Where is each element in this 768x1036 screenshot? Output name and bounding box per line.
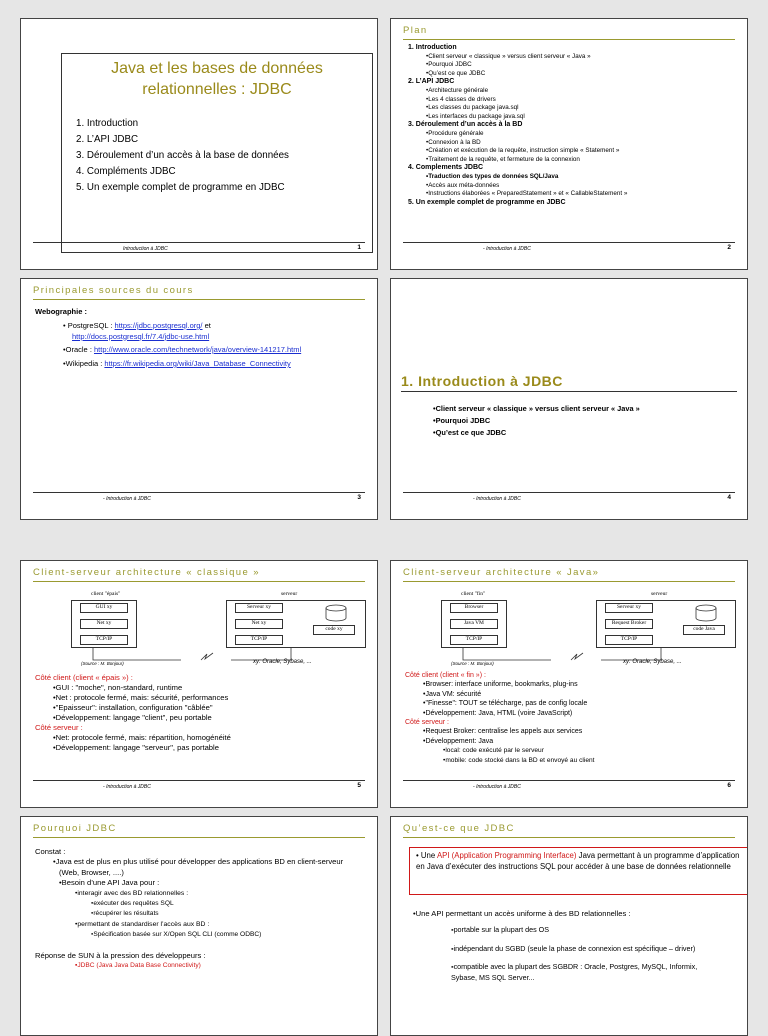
slide-4 [390, 278, 748, 520]
definition-text: Une [420, 851, 437, 860]
intro-item: • Client serveur « classique » versus client serveur « Java » [433, 403, 640, 415]
architecture-diagram [31, 583, 378, 643]
server-layer: Serveur xy [235, 603, 283, 613]
slide-footer [33, 492, 365, 505]
bullet-text: • [63, 359, 66, 368]
slide-1 [20, 18, 378, 270]
api-highlight: API (Application Programming Interface) [436, 851, 577, 860]
bullet-text: • [416, 851, 421, 860]
slide-title: Client-serveur architecture « Java» [403, 567, 600, 578]
source-link[interactable]: https://jdbc.postgresql.org/ [114, 321, 203, 330]
source-postgresql [63, 321, 211, 342]
slide-8 [390, 816, 748, 1036]
outline-item: 3. Déroulement d’un accès à la base de données [76, 150, 289, 161]
server-layer: Net xy [235, 619, 283, 629]
slide-title: Plan [403, 25, 428, 36]
slide-title: Pourquoi JDBC [33, 823, 117, 834]
plan-item: • Client serveur « classique » versus client serveur « Java » [408, 53, 627, 62]
plan-item: • Les 4 classes de drivers [408, 96, 627, 105]
slide-footer [403, 242, 735, 255]
client-item: • Java VM: sécurité [405, 690, 595, 699]
client-item: • "Epaisseur": installation, configuration "câblée" [35, 703, 231, 713]
source-link[interactable]: http://www.oracle.com/technetwork/java/overview-141217.html [93, 345, 302, 354]
client-side [35, 673, 231, 753]
outline-item: 1. Introduction [76, 118, 139, 129]
plan-section: 1. Introduction [408, 44, 457, 51]
server-layer: Request Broker [605, 619, 653, 629]
slide-7 [20, 816, 378, 1036]
definition-box [409, 847, 748, 895]
footer-label: Introduction à JDBC [106, 784, 151, 790]
title-rule [403, 837, 735, 838]
outline-item: 2. L’API JDBC [76, 134, 139, 145]
reponse-text: Réponse de SUN à la pression des développeurs : [35, 950, 206, 960]
why-subsubitem: ▪ récupérer les résultats [35, 909, 359, 919]
slide-footer [33, 242, 365, 255]
client-label: client "épais" [91, 591, 121, 597]
footer-text: - Introduction à JDBC [473, 784, 521, 790]
client-side [405, 671, 595, 765]
why-item: • Java est de plus en plus utilisé pour développer des applications BD en client-serveur (Web, Browser, ....) [35, 857, 359, 878]
server-subitem: • mobile: code stocké dans la BD et envoyé au client [405, 756, 595, 765]
plan-item: • Instructions élaborées « PreparedStatement » et « CallableStatement » [408, 190, 627, 199]
page-number: 5 [357, 782, 361, 789]
source-link[interactable]: http://docs.postgresql.fr/7.4/jdbc-use.html [72, 331, 210, 341]
page-number: 3 [357, 494, 361, 501]
why-subitem: • interagir avec des BD relationnelles : [35, 889, 359, 899]
intro-list [433, 403, 640, 439]
intro-item: • Qu’est ce que JDBC [433, 427, 640, 439]
title-rule [401, 391, 737, 392]
plan-item: • Les interfaces du package java.sql [408, 113, 627, 122]
slide-title: Client-serveur architecture « classique » [33, 567, 260, 578]
server-item: • Développement: Java [405, 737, 595, 746]
page-number: 6 [727, 782, 731, 789]
server-label: serveur [651, 591, 668, 597]
what-subitem: ▪ portable sur la plupart des OS [405, 925, 721, 935]
slide-title: Principales sources du cours [33, 285, 194, 296]
client-box [441, 600, 507, 648]
title-rule [403, 39, 735, 40]
source-link[interactable]: https://fr.wikipedia.org/wiki/Java_Database_Connectivity [104, 359, 291, 368]
plan-section: 5. Un exemple complet de programme en JDBC [408, 198, 566, 206]
title-rule [33, 581, 365, 582]
plan-section: 4. Complements JDBC [408, 164, 484, 172]
client-label: client "fin" [461, 591, 486, 597]
title-rule [33, 837, 365, 838]
plan-section: 2. L’API JDBC [408, 78, 455, 86]
footer-text: - Introduction à JDBC [103, 496, 151, 502]
definition-text: Java permettant à un programme d’application en Java d’exécuter des instructions SQL pour accéder à une base de données relationnelle [416, 851, 740, 871]
footer-label: Introduction à JDBC [486, 246, 531, 252]
what-jdbc-body [405, 909, 721, 983]
db-note: xy: Oracle, Sybase, ... [253, 659, 312, 665]
plan-item: • Accès aux méta-données [408, 182, 627, 191]
client-layer: TCP/IP [80, 635, 128, 645]
source-wikipedia [63, 359, 291, 370]
diagram-source: (Source : M. Bonjour) [451, 661, 494, 666]
footer-text: - Introduction à JDBC [483, 246, 531, 252]
source-label: Wikipedia : [65, 359, 105, 368]
slide-title: Qu’est-ce que JDBC [403, 823, 515, 834]
server-layer: TCP/IP [605, 635, 653, 645]
client-item: • Browser: interface uniforme, bookmarks, plug-ins [405, 680, 595, 689]
client-layer: Java VM [450, 619, 498, 629]
bullet-text: • [63, 321, 68, 330]
client-heading: Côté client (client « fin ») : [405, 672, 486, 679]
why-item: • Besoin d’une API Java pour : [35, 878, 359, 888]
server-subitem: • local: code exécuté par le serveur [405, 746, 595, 755]
slide-footer [33, 780, 365, 793]
source-label: PostgreSQL : [67, 321, 115, 330]
server-item: • Net: protocole fermé, mais: répartition, homogénéité [35, 733, 231, 743]
source-oracle [63, 345, 301, 356]
bullet-text: • [63, 345, 66, 354]
client-layer: Net xy [80, 619, 128, 629]
server-layer: Serveur xy [605, 603, 653, 613]
intro-item: • Pourquoi JDBC [433, 415, 640, 427]
plan-item: • Pourquoi JDBC [408, 61, 627, 70]
server-box [226, 600, 366, 648]
client-item: • "Finesse": TOUT se télécharge, pas de config locale [405, 699, 595, 708]
client-box [71, 600, 137, 648]
client-layer: Browser [450, 603, 498, 613]
title-rule [403, 581, 735, 582]
client-item: • Développement: langage "client", peu portable [35, 713, 231, 723]
slide-3 [20, 278, 378, 520]
outline-list [76, 116, 289, 196]
outline-item: 4. Compléments JDBC [76, 166, 176, 177]
footer-text: Introduction à JDBC [123, 246, 168, 252]
footer-text: - Introduction à JDBC [473, 496, 521, 502]
page-number: 2 [727, 244, 731, 251]
plan-item: • Création et exécution de la requête, instruction simple « Statement » [408, 147, 627, 156]
why-subsubitem: ▪ exécuter des requêtes SQL [35, 899, 359, 909]
database-icon [325, 604, 347, 622]
footer-text: - Introduction à JDBC [103, 784, 151, 790]
client-item: • GUI : "moche", non-standard, runtime [35, 683, 231, 693]
page-number: 4 [727, 494, 731, 501]
what-subitem: ▪ indépendant du SGBD (seule la phase de connexion est spécifique – driver) [405, 944, 721, 954]
server-heading: Côté serveur : [35, 723, 83, 732]
client-layer: TCP/IP [450, 635, 498, 645]
slide-footer [403, 492, 735, 505]
source-conj: et [202, 321, 211, 330]
client-layer: GUI xy [80, 603, 128, 613]
db-code-box: code Java [683, 625, 725, 635]
title-box [61, 53, 373, 253]
plan-item: • Les classes du package java.sql [408, 104, 627, 113]
plan-section: 3. Déroulement d’un accès à la BD [408, 121, 523, 129]
server-label: serveur [281, 591, 298, 597]
plan-item: • Traitement de la requête, et fermeture de la connexion [408, 156, 627, 165]
client-item: • Développement: Java, HTML (voire JavaScript) [405, 709, 595, 718]
database-icon [695, 604, 717, 622]
plan-list [408, 44, 627, 207]
architecture-diagram [401, 583, 748, 643]
footer-label: Introduction à JDBC [476, 496, 521, 502]
slide-footer [403, 780, 735, 793]
webography-heading: Webographie : [35, 307, 87, 316]
plan-item: • Procédure générale [408, 130, 627, 139]
server-heading: Côté serveur : [405, 719, 449, 727]
server-item: • Développement: langage "serveur", pas portable [35, 743, 231, 753]
source-label: Oracle : [65, 345, 94, 354]
page-number: 1 [357, 244, 361, 251]
db-note: xy: Oracle, Sybase, ... [623, 659, 682, 665]
server-box [596, 600, 736, 648]
outline-item: 5. Un exemple complet de programme en JDBC [76, 182, 285, 193]
constat-heading: Constat : [35, 847, 66, 856]
diagram-source: (Source : M. Bonjour) [81, 661, 124, 666]
server-layer: TCP/IP [235, 635, 283, 645]
db-code-box: code xy [313, 625, 355, 635]
footer-label: Introduction à JDBC [476, 784, 521, 790]
why-jdbc-body [35, 847, 359, 971]
client-heading: Côté client (client « épais ») : [35, 673, 133, 682]
plan-item: • Qu’est ce que JDBC [408, 70, 627, 79]
slide-5 [20, 560, 378, 808]
title-rule [33, 299, 365, 300]
plan-item: • Connexion à la BD [408, 139, 627, 148]
what-subitem: ▪ compatible avec la plupart des SGBDR : Oracle, Postgres, MySQL, Informix, Sybase, MS SQL Server... [405, 962, 721, 983]
what-item: • Une API permettant un accès uniforme à des BD relationnelles : [405, 909, 721, 919]
server-item: • Request Broker: centralise les appels aux services [405, 727, 595, 736]
client-item: • Net : protocole fermé, mais: sécurité, performances [35, 693, 231, 703]
why-subitem: • permettant de standardiser l’accès aux BD : [35, 920, 359, 930]
plan-item: • Architecture générale [408, 87, 627, 96]
jdbc-item: ▪ JDBC (Java Java Data Base Connectivity) [35, 961, 359, 971]
footer-label: Introduction à JDBC [106, 496, 151, 502]
slide-title: 1. Introduction à JDBC [401, 373, 563, 389]
slide-6 [390, 560, 748, 808]
plan-item: • Traduction des types de données SQL/Java [408, 173, 627, 182]
slide-title: Java et les bases de données relationnelles : JDBC [111, 60, 323, 98]
slide-2 [390, 18, 748, 270]
why-subsubitem: ▪ Spécification basée sur X/Open SQL CLI (comme ODBC) [35, 930, 359, 940]
